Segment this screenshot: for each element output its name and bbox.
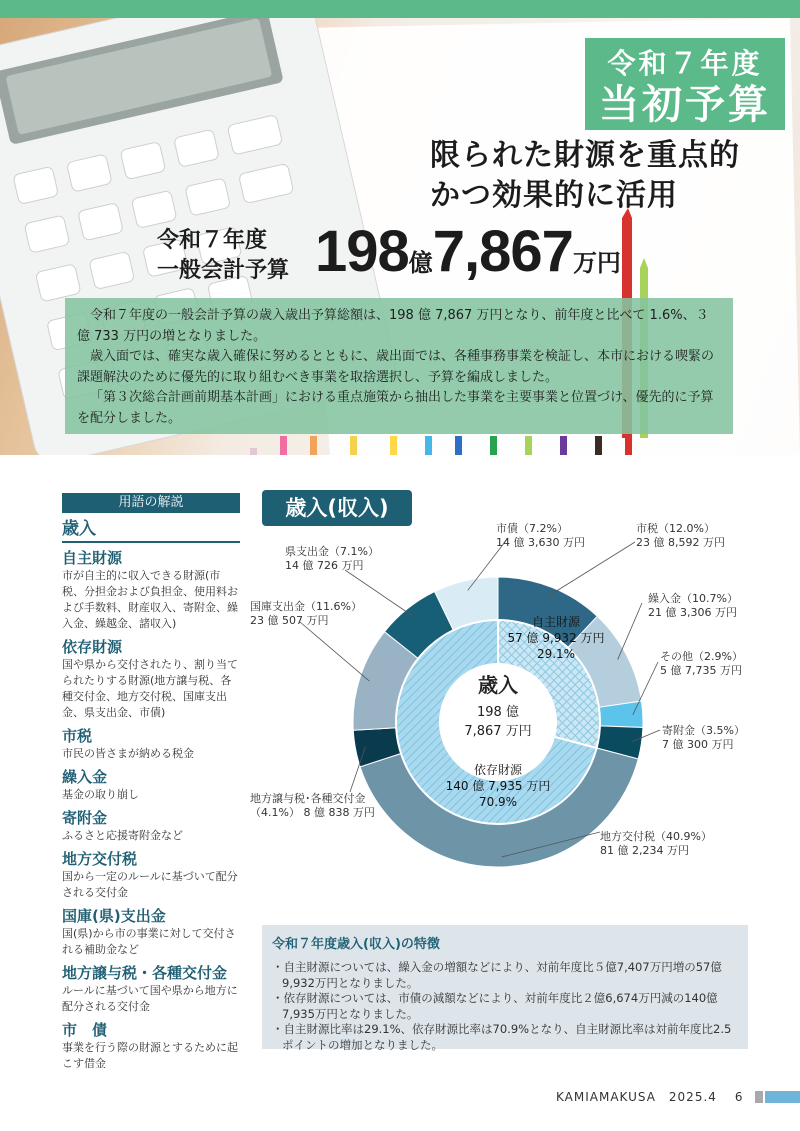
callout-amount: 8 億 838 万円 [303,806,375,819]
feature-item: ・自主財源比率は29.1%、依存財源比率は70.9%となり、自主財源比率は対前年度比2.5ポイントの増加となりました。 [272,1022,732,1052]
summary-paragraph: 歳入面では、確実な歳入確保に努めるとともに、歳出面では、各種事務事業を検証し、本市における喫緊の課題解決のために優先的に取り組むべき事業を取捨選択し、予算を編成しました。 [77,349,715,385]
glossary-desc: 国(県)から市の事業に対して交付される補助金など [62,927,236,956]
footer-accent-blue [765,1091,800,1103]
glossary-term: 地方譲与税・各種交付金 [62,964,228,982]
glossary-desc: 国から一定のルールに基づいて配分される交付金 [62,870,238,899]
glossary-desc: 市が自主的に収入できる財源(市税、分担金および負担金、使用料および手数料、財産収入、寄附金、繰入金、繰越金、諸収入) [62,569,238,630]
glossary-category: 歳入 [62,517,240,543]
callout-donation [662,724,745,752]
callout-pct: （11.6%） [305,600,362,613]
dependent-source-amount: 140 億 7,935 万円 [445,779,551,793]
own-source-label: 自主財源 [531,615,581,629]
glossary-desc: 国や県から交付されたり、割り当てられたりする財源(地方譲与税、各種交付金、地方交付税、国庫支出金、県支出金、市債) [62,658,238,719]
callout-amount: 81 億 2,234 万円 [600,844,689,857]
callout-pct: （7.2%） [518,522,568,535]
budget-label-line-2: 一般会計予算 [157,258,290,283]
glossary-term: 市 債 [62,1021,108,1039]
callout-name: 市債 [496,522,518,535]
glossary-term: 地方交付税 [62,850,138,868]
own-source-pct: 29.1% [536,647,576,661]
glossary-term: 市税 [62,727,93,745]
headline-line-1: 限られた財源を重点的 [430,138,740,173]
callout-name: 地方譲与税･各種交付金 [250,792,366,805]
amount-man-unit: 万円 [572,249,621,277]
summary-paragraph: 「第３次総合計画前期基本計画」における重点施策から抽出した事業を主要事業と位置づけ、優先的に予算を配分しました。 [77,390,714,426]
headline-line-2: かつ効果的に活用 [430,178,678,213]
feature-item: ・自主財源については、繰入金の増額などにより、対前年度比５億7,407万円増の57億9,932万円となりました。 [272,960,722,990]
features-heading: 令和７年度歳入(収入)の特徴 [272,937,440,952]
budget-label [157,226,289,286]
callout-amount: 23 億 8,592 万円 [636,536,725,549]
callout-pct: （2.9%） [693,650,743,663]
glossary-term: 自主財源 [62,549,123,567]
callout-name: 寄附金 [662,724,695,737]
callout-pct: （3.5%） [695,724,745,737]
fiscal-year: 令和７年度 [607,47,763,80]
dependent-source-pct: 70.9% [478,795,518,809]
callout-local-allocation-tax [600,830,712,858]
feature-item: ・依存財源については、市債の減額などにより、対前年度比２億6,674万円減の140億7,935万円となりました。 [272,991,718,1021]
leader-line [300,622,369,681]
callout-pct: （4.1%） [250,806,300,819]
glossary-term: 依存財源 [62,638,123,656]
callout-pct: （7.1%） [329,545,379,558]
summary-paragraph: 令和７年度の一般会計予算の歳入歳出予算総額は、198 億 7,867 万円となり、前年度と比べて 1.6%、３億 733 万円の増となりました。 [77,308,709,344]
callout-pref-disbursement [285,545,379,573]
center-title: 歳入 [478,673,518,697]
glossary-term: 繰入金 [62,768,108,786]
leader-line [618,603,642,660]
callout-name: 繰入金 [648,592,681,605]
leader-line [548,542,635,596]
fiscal-year-badge [585,38,785,130]
budget-summary-box [65,298,733,434]
publication-name: KAMIAMAKUSA 2025.4 [556,1090,717,1104]
budget-total-amount [315,218,621,285]
callout-name: 地方交付税 [600,830,655,843]
revenue-section-title: 歳入(収入) [262,490,412,526]
top-accent-bar [0,0,800,18]
glossary-desc: 事業を行う際の財源とするために起こす借金 [62,1041,238,1070]
callout-amount: 21 億 3,306 万円 [648,606,737,619]
amount-man: 7,867 [432,219,573,284]
callout-pct: （40.9%） [655,830,712,843]
center-amount-line-2: 7,867 万円 [464,724,532,739]
callout-amount: 23 億 507 万円 [250,614,329,627]
callout-name: 県支出金 [285,545,329,558]
callout-city-bond [496,522,585,550]
glossary-desc: 基金の取り崩し [62,788,139,801]
glossary-panel [62,493,240,1072]
amount-oku-unit: 億 [408,249,433,277]
budget-type: 当初予算 [599,81,771,128]
callout-name: 国庫支出金 [250,600,305,613]
callout-pct: （12.0%） [658,522,715,535]
glossary-title: 用語の解説 [62,493,240,513]
center-amount-line-1: 198 億 [477,705,519,720]
revenue-features-panel [262,925,748,1052]
budget-label-line-1: 令和７年度 [157,228,268,253]
callout-amount: 14 億 3,630 万円 [496,536,585,549]
page-number: 6 [734,1090,744,1104]
callout-national-disbursement [250,600,362,628]
glossary-term: 国庫(県)支出金 [62,907,166,925]
page-headline [430,136,740,216]
glossary-term: 寄附金 [62,809,108,827]
glossary-desc: 市民の皆さまが納める税金 [62,747,194,760]
page-footer [556,1088,744,1105]
callout-name: 市税 [636,522,658,535]
own-source-amount: 57 億 9,932 万円 [507,631,605,645]
footer-accent-gray [755,1091,763,1103]
dependent-source-label: 依存財源 [473,763,523,777]
callout-amount: 5 億 7,735 万円 [660,664,742,677]
callout-pct: （10.7%） [681,592,738,605]
callout-amount: 14 億 726 万円 [285,559,364,572]
amount-oku: 198 [315,219,409,284]
callout-name: その他 [660,650,693,663]
callout-other [660,650,743,678]
callout-fund-transfer [648,592,738,620]
glossary-desc: ふるさと応援寄附金など [62,829,183,842]
callout-transfer-tax [250,792,375,820]
glossary-desc: ルールに基づいて国や県から地方に配分される交付金 [62,984,238,1013]
callout-city-tax [636,522,725,550]
callout-amount: 7 億 300 万円 [662,738,734,751]
